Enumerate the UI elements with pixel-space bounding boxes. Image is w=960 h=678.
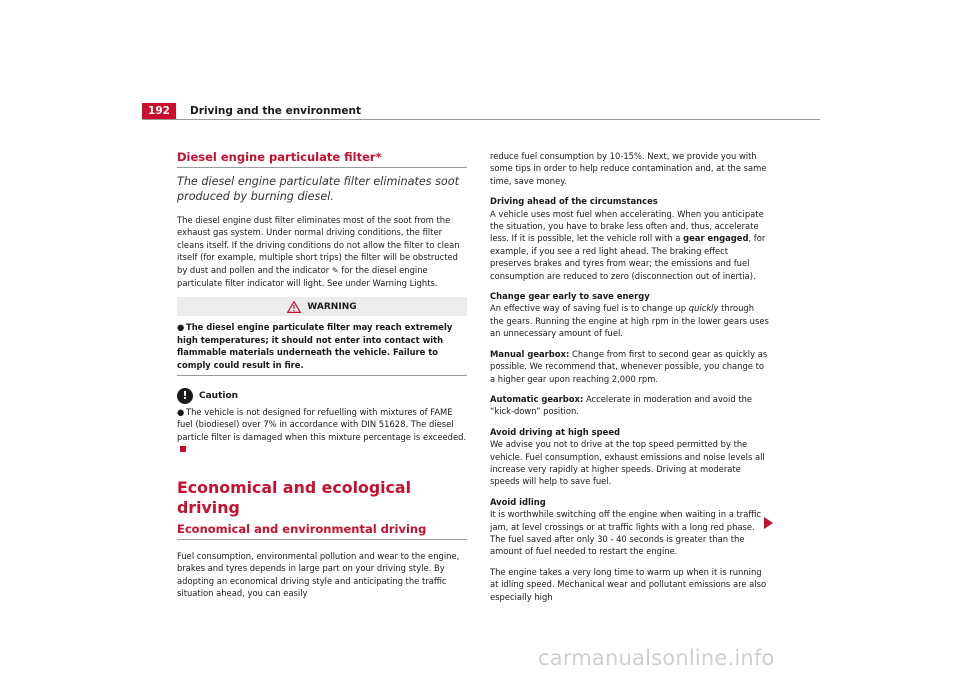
right-column <box>490 150 770 611</box>
left-column <box>177 150 467 607</box>
section-heading: Diesel engine particulate filter* <box>177 150 467 168</box>
section-end-icon <box>180 446 186 452</box>
warning-title-bar <box>177 297 467 316</box>
paragraph-driving-ahead <box>490 208 770 282</box>
warning-text: The diesel engine particulate filter may reach extremely high temperatures; it should not enter into contact with flammable materials underneath the vehicle. Failure to comply could result in fire. <box>177 322 453 370</box>
warning-title: WARNING <box>307 301 357 312</box>
emphasis: quickly <box>688 303 719 314</box>
running-head: Driving and the environment <box>190 105 362 117</box>
text: Accelerate in moderation and avoid the “kick-down” position. <box>490 393 753 417</box>
subsection-heading: Economical and environmental driving <box>177 522 467 540</box>
bullet-icon: ● <box>177 407 185 418</box>
page-number: 192 <box>142 103 176 119</box>
caution-text: The vehicle is not designed for refuelling with mixtures of FAME fuel (biodiesel) over 7% in accordance with DIN 51628. The diesel particle filter is damaged when this mixture percentage is exceeded. <box>177 407 467 442</box>
text: An effective way of saving fuel is to change up <box>490 303 687 314</box>
text: through the gears. Running the engine at high rpm in the lower gears uses an unnecessary amount of fuel. <box>490 303 769 339</box>
text: , for example, if you see a red light ahead. The braking effect preserves brakes and tyres from wear; the emissions and fuel consumption are reduced to zero (disconnection out of inertia). <box>490 233 766 281</box>
warning-body <box>177 316 467 375</box>
warning-triangle-icon <box>287 301 301 313</box>
intro-text-b: for the diesel engine particulate filter indicator will light. See under Warning Lights. <box>177 264 438 289</box>
footer-watermark: carmanualsonline.info <box>538 646 775 670</box>
paragraph-change-gear <box>490 302 770 339</box>
chapter-heading: Economical and ecological driving <box>177 477 411 517</box>
warning-box <box>177 297 467 376</box>
label: Manual gearbox: <box>490 348 570 359</box>
pencil-icon: ✎ <box>331 265 339 275</box>
emphasis: gear engaged <box>683 233 749 244</box>
caution-title: Caution <box>199 390 239 401</box>
intro-paragraph <box>177 214 467 289</box>
continue-arrow-icon <box>764 517 773 529</box>
intro-continuation: reduce fuel consumption by 10-15%. Next, we provide you with some tips in order to help reduce contamination and, at the same time, save money. <box>490 151 767 186</box>
caution-circle-icon: ! <box>177 388 193 404</box>
paragraph-high-speed: We advise you not to drive at the top speed permitted by the vehicle. Fuel consumption, exhaust emissions and noise levels all increase very rapidly at higher speeds. Driving at moderate speeds will help to save fuel. <box>490 439 765 487</box>
section-lead: The diesel engine particulate filter eliminates soot produced by burning diesel. <box>177 175 459 203</box>
label: Automatic gearbox: <box>490 393 584 404</box>
paragraph-automatic-gearbox <box>490 393 770 418</box>
paragraph-idling: It is worthwhile switching off the engine when waiting in a traffic jam, at level crossings or at traffic lights with a long red phase. The fuel saved after only 30 - 40 seconds is greater than the amount of fuel needed to restart the engine. <box>490 509 762 557</box>
text: Change from first to second gear as quickly as possible. We recommend that, whenever possible, you change to a higher gear upon reaching 2,000 rpm. <box>490 348 768 384</box>
heading-idling: Avoid idling <box>490 496 546 507</box>
text: A vehicle uses most fuel when accelerating. When you anticipate the situation, you have to brake less often and, thus, accelerate less. If it is possible, let the vehicle roll with a <box>490 208 764 244</box>
intro-text-a: The diesel engine dust filter eliminates most of the soot from the exhaust gas system. Under normal driving conditions, the filter cleans itself. If the driving conditions do not allow the filter to clean itself (for example, multiple short trips) the filter will be obstructed by dust and pollen and the indicator <box>177 215 460 275</box>
heading-high-speed: Avoid driving at high speed <box>490 426 620 437</box>
bullet-icon: ● <box>177 322 185 333</box>
subsection-paragraph: Fuel consumption, environmental pollution and wear to the engine, brakes and tyres depends in large part on your driving style. By adopting an economical driving style and anticipating the traffic situation ahead, you can easily <box>177 550 460 598</box>
caution-title-row <box>177 388 467 404</box>
paragraph-warm-up: The engine takes a very long time to warm up when it is running at idling speed. Mechanical wear and pollutant emissions are also especially high <box>490 566 767 602</box>
header-divider <box>142 119 820 120</box>
paragraph-manual-gearbox <box>490 348 770 385</box>
heading-change-gear: Change gear early to save energy <box>490 291 650 302</box>
heading-driving-ahead: Driving ahead of the circumstances <box>490 196 658 207</box>
caution-paragraph <box>177 406 467 456</box>
